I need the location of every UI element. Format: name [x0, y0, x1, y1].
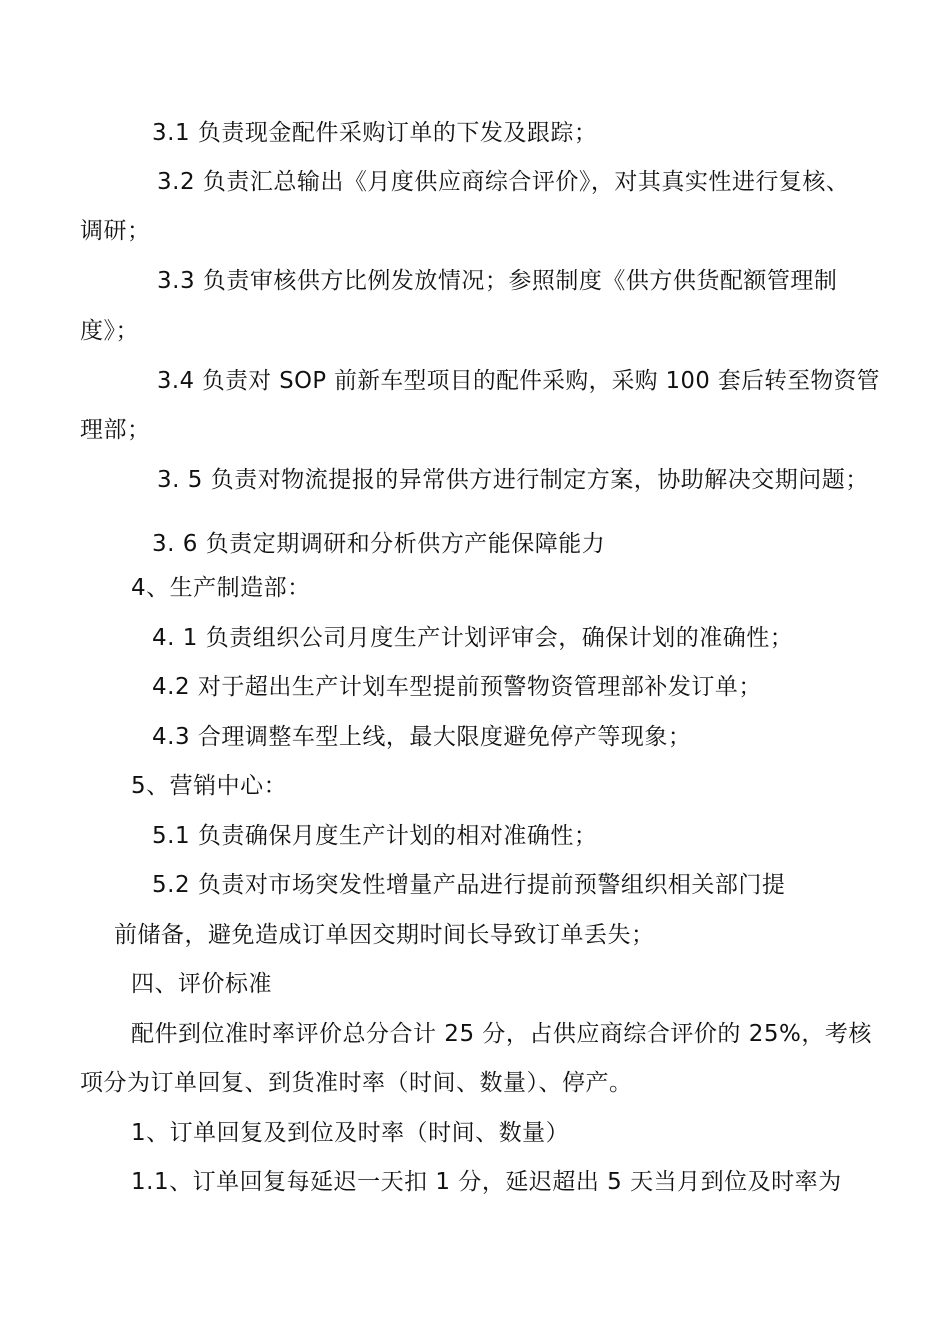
clause-3-2: 3.2 负责汇总输出《月度供应商综合评价》，对其真实性进行复核、	[157, 169, 850, 195]
section-4-heading: 4、生产制造部：	[131, 575, 311, 601]
criteria-item-1: 1、订单回复及到位及时率（时间、数量）	[131, 1120, 570, 1146]
criteria-paragraph-continued: 项分为订单回复、到货准时率（时间、数量）、停产。	[80, 1070, 633, 1096]
criteria-paragraph: 配件到位准时率评价总分合计 25 分，占供应商综合评价的 25%，考核	[131, 1021, 872, 1047]
clause-3-5: 3. 5 负责对物流提报的异常供方进行制定方案，协助解决交期问题；	[157, 467, 869, 493]
section-5-heading: 5、营销中心：	[131, 773, 288, 799]
section-four-heading: 四、评价标准	[131, 971, 272, 997]
clause-3-3-continued: 度》；	[80, 318, 139, 344]
clause-3-2-continued: 调研；	[80, 218, 151, 244]
clause-4-2: 4.2 对于超出生产计划车型提前预警物资管理部补发订单；	[152, 674, 762, 700]
clause-3-6: 3. 6 负责定期调研和分析供方产能保障能力	[152, 531, 606, 557]
clause-3-3: 3.3 负责审核供方比例发放情况；参照制度《供方供货配额管理制	[157, 268, 838, 294]
clause-3-1: 3.1 负责现金配件采购订单的下发及跟踪；	[152, 120, 598, 146]
clause-4-1: 4. 1 负责组织公司月度生产计划评审会，确保计划的准确性；	[152, 625, 794, 651]
clause-5-1: 5.1 负责确保月度生产计划的相对准确性；	[152, 823, 598, 849]
clause-3-4-continued: 理部；	[80, 417, 151, 443]
clause-3-4: 3.4 负责对 SOP 前新车型项目的配件采购，采购 100 套后转至物资管	[157, 368, 880, 394]
clause-5-2: 5.2 负责对市场突发性增量产品进行提前预警组织相关部门提	[152, 872, 786, 898]
clause-5-2-continued: 前储备，避免造成订单因交期时间长导致订单丢失；	[114, 922, 655, 948]
criteria-item-1-1: 1.1、订单回复每延迟一天扣 1 分，延迟超出 5 天当月到位及时率为	[131, 1169, 842, 1195]
clause-4-3: 4.3 合理调整车型上线，最大限度避免停产等现象；	[152, 724, 692, 750]
